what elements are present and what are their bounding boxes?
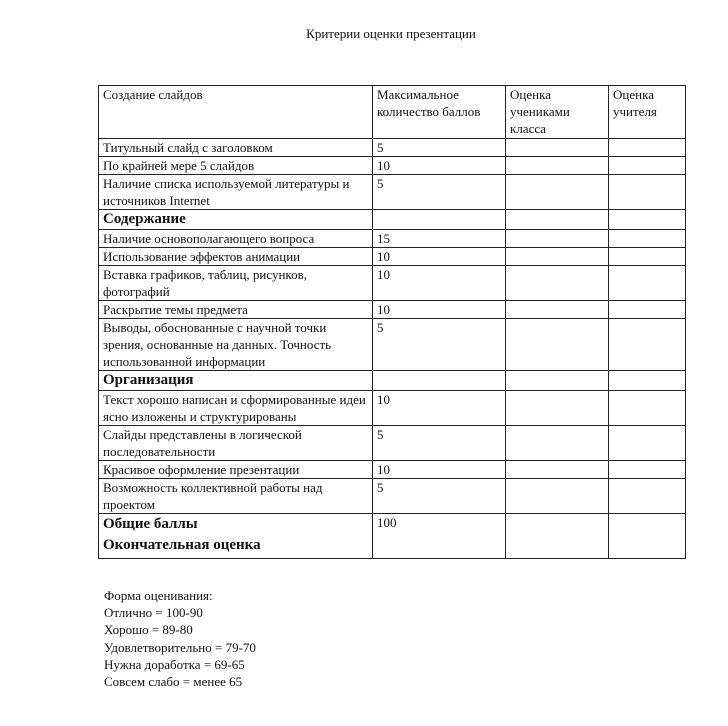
table-row [99, 479, 686, 514]
criterion-label: Слайды представлены в логической последовательности [99, 426, 373, 461]
student-grade-cell [506, 479, 609, 514]
teacher-grade-cell [609, 157, 686, 175]
grading-scale-item: Совсем слабо = менее 65 [104, 674, 243, 690]
page-title: Критерии оценки презентации [306, 26, 476, 41]
teacher-grade-cell [609, 301, 686, 319]
section-row [99, 210, 686, 230]
teacher-grade-cell [609, 479, 686, 514]
student-grade-cell [506, 461, 609, 479]
header-cell-max-points: Максимальное количество баллов [373, 86, 506, 139]
teacher-grade-cell [609, 210, 686, 230]
header-cell-student-grade: Оценка учениками класса [506, 86, 609, 139]
teacher-grade-cell [609, 514, 686, 559]
criterion-label: Наличие основополагающего вопроса [99, 230, 373, 248]
table-row [99, 175, 686, 210]
student-grade-cell [506, 319, 609, 371]
student-grade-cell [506, 371, 609, 391]
header-cell-criteria: Создание слайдов [99, 86, 373, 139]
header-cell-teacher-grade: Оценка учителя [609, 86, 686, 139]
table-row [99, 319, 686, 371]
grading-scale-item: Удовлетворительно = 79-70 [104, 639, 256, 655]
teacher-grade-cell [609, 175, 686, 210]
teacher-grade-cell [609, 461, 686, 479]
criterion-label: Раскрытие темы предмета [99, 301, 373, 319]
table-header-row [99, 86, 686, 139]
criterion-label: Наличие списка используемой литературы и источников Internet [99, 175, 373, 210]
student-grade-cell [506, 391, 609, 426]
teacher-grade-cell [609, 139, 686, 157]
table-row [99, 266, 686, 301]
table-row [99, 139, 686, 157]
table-row [99, 301, 686, 319]
student-grade-cell [506, 426, 609, 461]
max-points-cell: 10 [373, 461, 506, 479]
teacher-grade-cell [609, 230, 686, 248]
grading-scale [104, 587, 256, 690]
criterion-label: Организация [99, 371, 373, 391]
teacher-grade-cell [609, 426, 686, 461]
student-grade-cell [506, 175, 609, 210]
total-points-label: Общие баллы [103, 516, 198, 532]
max-points-cell [373, 371, 506, 391]
student-grade-cell [506, 157, 609, 175]
criterion-label: Вставка графиков, таблиц, рисунков, фотографий [99, 266, 373, 301]
criterion-label: Содержание [99, 210, 373, 230]
teacher-grade-cell [609, 371, 686, 391]
teacher-grade-cell [609, 391, 686, 426]
student-grade-cell [506, 248, 609, 266]
teacher-grade-cell [609, 266, 686, 301]
total-row [99, 514, 686, 559]
max-points-cell [373, 210, 506, 230]
criterion-label: Красивое оформление презентации [99, 461, 373, 479]
max-points-cell: 5 [373, 319, 506, 371]
teacher-grade-cell [609, 319, 686, 371]
table-row [99, 391, 686, 426]
student-grade-cell [506, 514, 609, 559]
student-grade-cell [506, 230, 609, 248]
student-grade-cell [506, 139, 609, 157]
criterion-label: Текст хорошо написан и сформированные идеи ясно изложены и структурированы [99, 391, 373, 426]
max-points-cell: 5 [373, 139, 506, 157]
table-row [99, 426, 686, 461]
table-row [99, 461, 686, 479]
max-points-cell: 5 [373, 426, 506, 461]
grading-scale-item: Нужна доработка = 69-65 [104, 656, 245, 672]
grading-scale-item: Отлично = 100-90 [104, 605, 203, 621]
max-points-cell: 10 [373, 301, 506, 319]
table-row [99, 248, 686, 266]
max-points-cell: 15 [373, 230, 506, 248]
criterion-label: Выводы, обоснованные с научной точки зрения, основанные на данных. Точность использованной информации [99, 319, 373, 371]
max-points-cell: 10 [373, 266, 506, 301]
max-points-cell: 10 [373, 248, 506, 266]
grading-scale-item: Хорошо = 89-80 [104, 622, 193, 638]
final-grade-label: Окончательная оценка [103, 537, 261, 553]
grading-scale-title: Форма оценивания: [104, 588, 213, 603]
max-points-cell: 10 [373, 391, 506, 426]
max-points-cell: 5 [373, 175, 506, 210]
teacher-grade-cell [609, 248, 686, 266]
section-row [99, 371, 686, 391]
criterion-label: По крайней мере 5 слайдов [99, 157, 373, 175]
table-row [99, 157, 686, 175]
criteria-table [98, 85, 686, 559]
student-grade-cell [506, 210, 609, 230]
criterion-label: Возможность коллективной работы над проектом [99, 479, 373, 514]
criterion-label: Использование эффектов анимации [99, 248, 373, 266]
student-grade-cell [506, 301, 609, 319]
total-max-points-cell: 100 [373, 514, 506, 559]
criterion-label: Титульный слайд с заголовком [99, 139, 373, 157]
total-label-cell [99, 514, 373, 559]
table-row [99, 230, 686, 248]
max-points-cell: 10 [373, 157, 506, 175]
max-points-cell: 5 [373, 479, 506, 514]
student-grade-cell [506, 266, 609, 301]
